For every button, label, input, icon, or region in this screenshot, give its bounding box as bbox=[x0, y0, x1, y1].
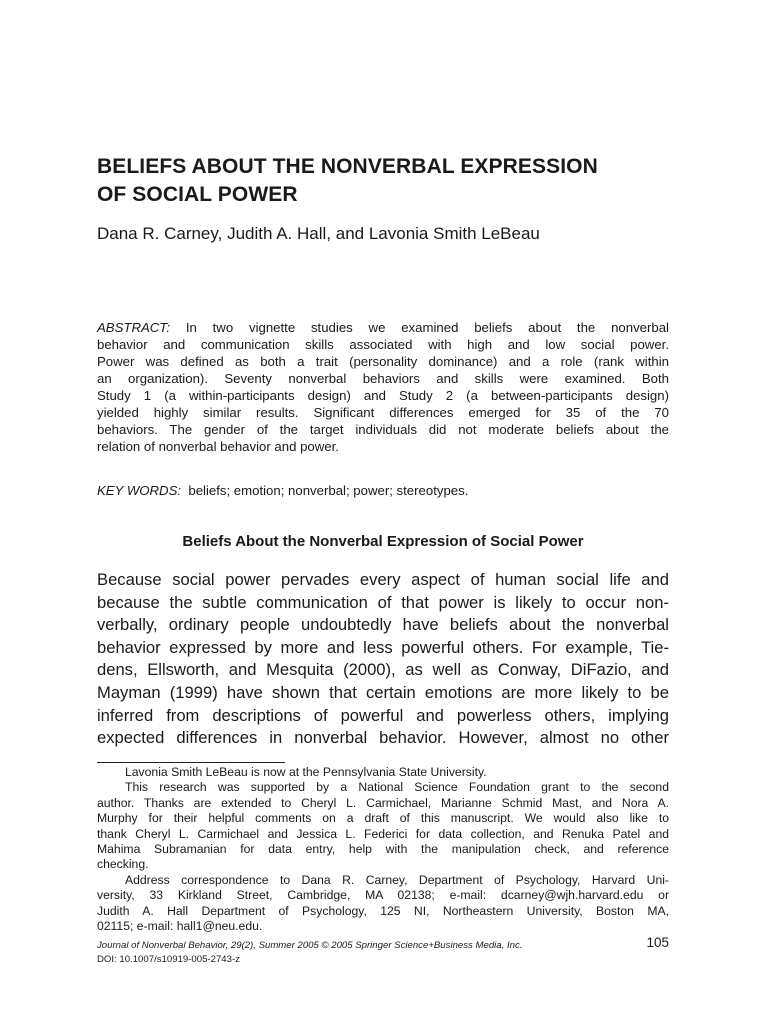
journal-citation: Journal of Nonverbal Behavior, 29(2), Summer 2005 © 2005 Springer Science+Business Media, Inc. bbox=[97, 940, 523, 951]
body-line: expected differences in nonverbal behavior. However, almost no other bbox=[97, 728, 669, 748]
doi: DOI: 10.1007/s10919-005-2743-z bbox=[97, 954, 240, 965]
footnote-line: 02115; e-mail: hall1@neu.edu. bbox=[97, 918, 263, 933]
footnote-line: Murphy for their helpful comments on a draft of this manuscript. We would also like to bbox=[97, 811, 669, 826]
abstract-line: an organization). Seventy nonverbal behaviors and skills were examined. Both bbox=[97, 371, 669, 386]
keywords-label: KEY WORDS: bbox=[97, 483, 182, 498]
body-line: Mayman (1999) have shown that certain emotions are more likely to be bbox=[97, 682, 669, 702]
abstract-line: Power was defined as both a trait (personality dominance) and a role (rank within bbox=[97, 354, 669, 369]
author-list: Dana R. Carney, Judith A. Hall, and Lavonia Smith LeBeau bbox=[97, 224, 540, 243]
body-paragraph bbox=[97, 569, 669, 750]
footnotes bbox=[97, 765, 669, 934]
body-line: because the subtle communication of that power is likely to occur non- bbox=[97, 592, 669, 612]
section-heading: Beliefs About the Nonverbal Expression of Social Power bbox=[182, 533, 584, 550]
footnote-line: Lavonia Smith LeBeau is now at the Pennsylvania State University. bbox=[125, 765, 487, 779]
footnote-divider bbox=[97, 762, 285, 763]
page-number: 105 bbox=[646, 935, 669, 950]
abstract-line: behaviors. The gender of the target individuals did not moderate beliefs about the bbox=[97, 422, 669, 437]
title-line-2: OF SOCIAL POWER bbox=[97, 183, 298, 206]
abstract-label: ABSTRACT: bbox=[97, 320, 171, 335]
abstract-line: yielded highly similar results. Significant differences emerged for 35 of the 70 bbox=[97, 405, 669, 420]
body-line: dens, Ellsworth, and Mesquita (2000), as well as Conway, DiFazio, and bbox=[97, 660, 669, 680]
abstract bbox=[97, 319, 669, 455]
footnote-line: Address correspondence to Dana R. Carney, Department of Psychology, Harvard Uni- bbox=[125, 872, 669, 887]
title-line-1: BELIEFS ABOUT THE NONVERBAL EXPRESSION bbox=[97, 155, 598, 178]
footnote-line: versity, 33 Kirkland Street, Cambridge, MA 02138; e-mail: dcarney@wjh.harvard.edu or bbox=[97, 888, 669, 903]
abstract-line: Study 1 (a within-participants design) and Study 2 (a between-participants design) bbox=[97, 388, 669, 403]
body-line: Because social power pervades every aspect of human social life and bbox=[97, 570, 669, 589]
keywords bbox=[97, 482, 468, 500]
footnote-line: author. Thanks are extended to Cheryl L. Carmichael, Marianne Schmid Mast, and Nora A. bbox=[97, 795, 669, 810]
footnote-line: Judith A. Hall Department of Psychology, 125 NI, Northeastern University, Boston MA, bbox=[97, 903, 669, 918]
paper-title bbox=[97, 153, 669, 209]
abstract-line: ABSTRACT: In two vignette studies we examined beliefs about the nonverbal bbox=[97, 320, 669, 335]
paper-page bbox=[97, 0, 669, 1024]
abstract-line: relation of nonverbal behavior and power. bbox=[97, 439, 339, 454]
abstract-line: behavior and communication skills associated with high and low social power. bbox=[97, 337, 669, 352]
footnote-line: Mahima Subramanian for data entry, help with the manipulation check, and reference bbox=[97, 841, 669, 856]
body-line: behavior expressed by more and less powerful others. For example, Tie- bbox=[97, 637, 669, 657]
footnote-line: thank Cheryl L. Carmichael and Jessica L. Federici for data collection, and Renuka Patel and bbox=[97, 826, 669, 841]
footnote-line: checking. bbox=[97, 857, 149, 872]
footnote-line: This research was supported by a National Science Foundation grant to the second bbox=[125, 780, 669, 795]
body-line: inferred from descriptions of powerful and powerless others, implying bbox=[97, 705, 669, 725]
body-line: verbally, ordinary people undoubtedly have beliefs about the nonverbal bbox=[97, 615, 669, 635]
keywords-text: beliefs; emotion; nonverbal; power; stereotypes. bbox=[188, 483, 469, 498]
